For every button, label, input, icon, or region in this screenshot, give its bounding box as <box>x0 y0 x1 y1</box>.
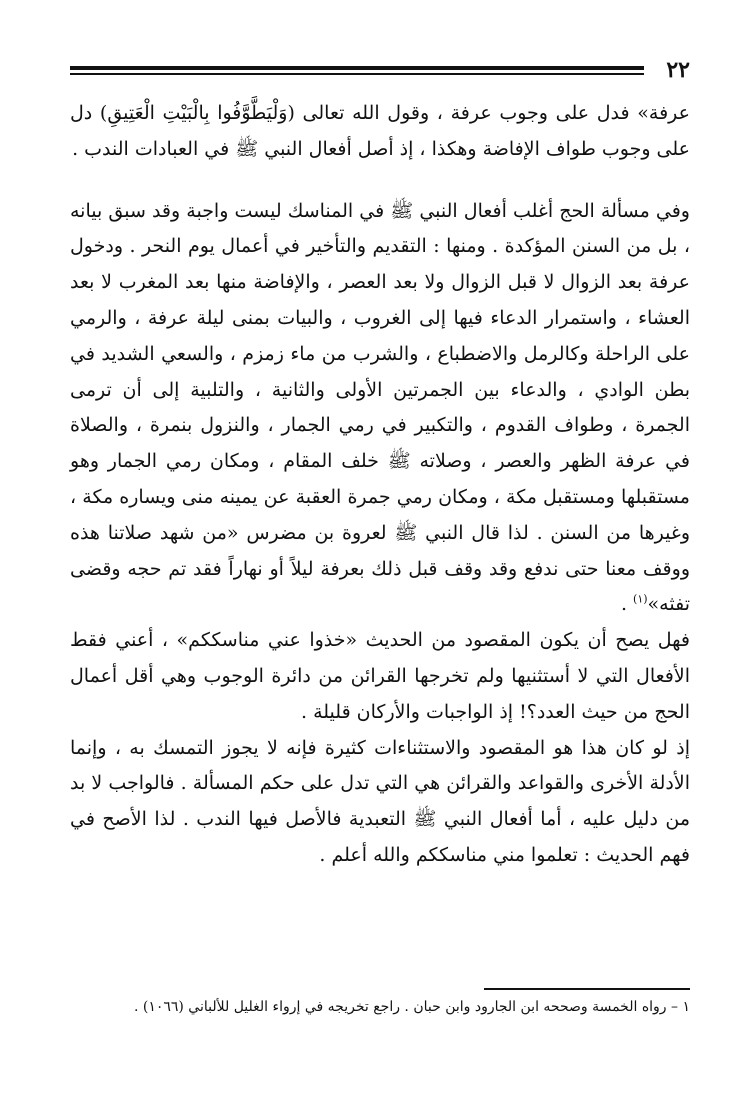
header-rule-thin <box>70 73 644 75</box>
paragraph-2-text: وفي مسألة الحج أغلب أفعال النبي ﷺ في المناسك ليست واجبة وقد سبق بيانه ، بل من السنن المؤكدة . ومنها : التقديم والتأخير في أعمال يوم النحر . ودخول عرفة بعد الزوال لا قبل الزوال ولا بعد العصر ، والإفاضة منها بعد المغرب لا بعد العشاء ، واستمرار الدعاء فيها إلى الغروب ، والبيات بمنى ليلة عرفة ، والرمي على الراحلة وكالرمل والاضطباع ، والشرب من ماء زمزم ، والسعي الشديد في بطن الوادي ، والدعاء بين الجمرتين الأولى والثانية ، والتلبية إلى أن ترمى الجمرة ، وطواف القدوم ، والتكبير في رمي الجمار ، والنزول بنمرة ، والصلاة في عرفة الظهر والعصر ، وصلاته ﷺ خلف المقام ، ومكان رمي الجمار وهو مستقبلها ومستقبل مكة ، ومكان رمي جمرة العقبة عن يمينه منى ويساره مكة ، وغيرها من السنن . لذا قال النبي ﷺ لعروة بن مضرس «من شهد صلاتنا هذه ووقف معنا حتى ندفع وقد وقف قبل ذلك بعرفة ليلاً أو نهاراً فقد تم حجه وقضى تفثه» <box>70 199 690 616</box>
paragraph-4: إذ لو كان هذا هو المقصود والاستثناءات كثيرة فإنه لا يجوز التمسك به ، وإنما الأدلة الأخرى والقواعد والقرائن هي التي تدل على حكم المسألة . فالواجب لا بد من دليل عليه ، أما أفعال النبي ﷺ التعبدية فالأصل فيها الندب . لذا الأصح في فهم الحديث : تعلموا مني مناسككم والله أعلم . <box>70 736 690 866</box>
header-rule-thick <box>70 66 644 70</box>
body-text <box>70 96 690 874</box>
paragraph-2 <box>70 194 690 624</box>
paragraph-3: فهل يصح أن يكون المقصود من الحديث «خذوا عني مناسككم» ، أعني فقط الأفعال التي لا أستثنيها ولم تخرجها القرائن من دائرة الوجوب وهي أقل أعمال الحج من حيث العدد؟! إذ الواجبات والأركان قليلة . <box>70 629 690 723</box>
footnote-separator <box>484 988 690 990</box>
footnote-reference: (١) <box>633 593 648 607</box>
header-rule <box>70 66 644 75</box>
page-number: ٢٢ <box>666 57 690 83</box>
paragraph-2-tail: . <box>620 593 634 616</box>
page-header <box>70 58 690 82</box>
paragraph-spacer <box>70 168 690 194</box>
footnote: ١ – رواه الخمسة وصححه ابن الجارود وابن حبان . راجع تخريجه في إرواء الغليل للألباني (١٠٦٦) . <box>133 999 690 1015</box>
paragraph-1: عرفة» فدل على وجوب عرفة ، وقول الله تعالى (وَلْيَطَّوَّفُوا بِالْبَيْتِ الْعَتِيقِ) دل على وجوب طواف الإفاضة وهكذا ، إذ أصل أفعال النبي ﷺ في العبادات الندب . <box>70 102 690 160</box>
